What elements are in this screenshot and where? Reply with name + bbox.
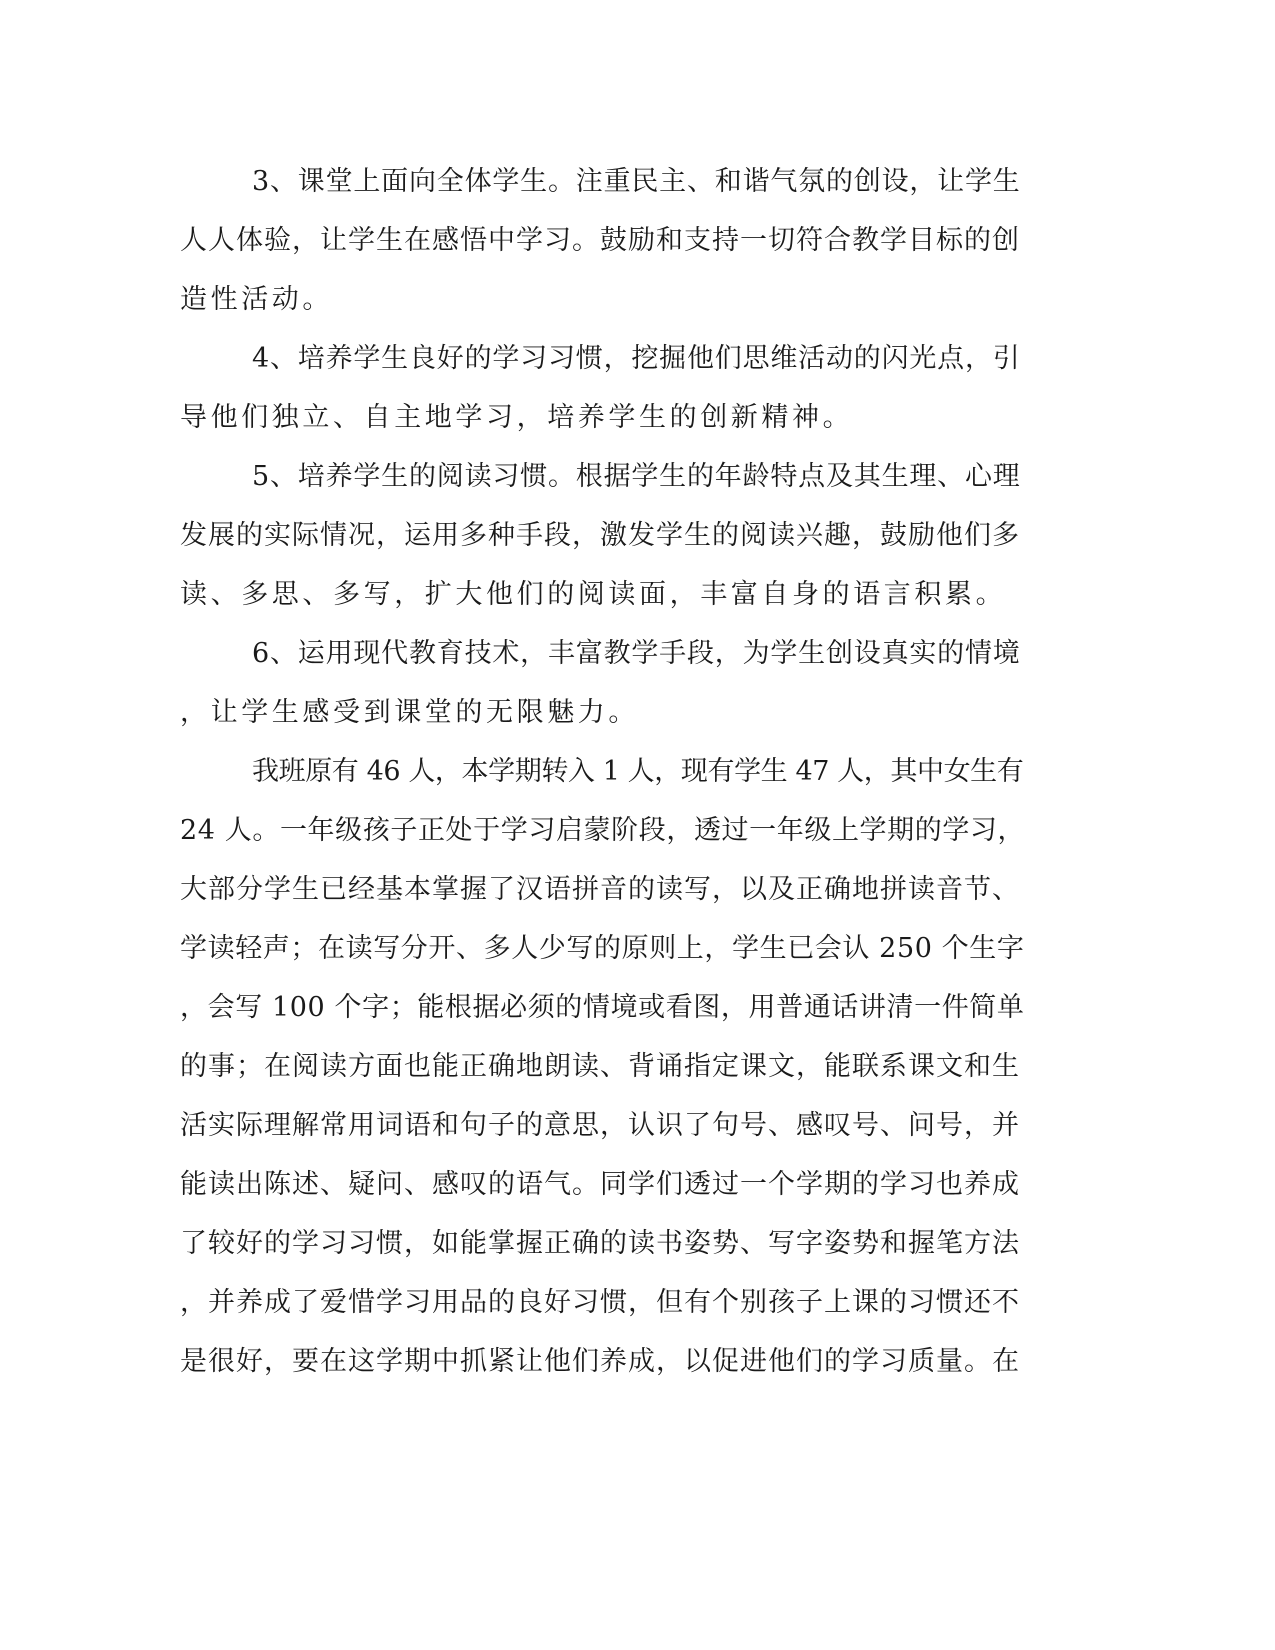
text-line: 5、培养学生的阅读习惯。根据学生的年龄特点及其生理、心理: [252, 461, 1021, 492]
text-line: 6、运用现代教育技术，丰富教学手段，为学生创设真实的情境: [252, 638, 1021, 669]
text-line: 的事；在阅读方面也能正确地朗读、背诵指定课文，能联系课文和生: [180, 1051, 1020, 1082]
text-line: 3、课堂上面向全体学生。注重民主、和谐气氛的创设，让学生: [252, 166, 1021, 197]
text-line: 发展的实际情况，运用多种手段，激发学生的阅读兴趣，鼓励他们多: [180, 520, 1020, 551]
text-line: 4、培养学生良好的学习习惯，挖掘他们思维活动的闪光点，引: [252, 343, 1021, 374]
text-line: 是很好，要在这学期中抓紧让他们养成，以促进他们的学习质量。在: [180, 1346, 1020, 1377]
text-line: 我班原有 46 人，本学期转入 1 人，现有学生 47 人，其中女生有: [252, 756, 1024, 787]
text-line: 了较好的学习习惯，如能掌握正确的读书姿势、写字姿势和握笔方法: [180, 1228, 1020, 1259]
text-line: ，会写 100 个字；能根据必须的情境或看图，用普通话讲清一件简单: [180, 992, 1025, 1023]
text-line: 活实际理解常用词语和句子的意思，认识了句号、感叹号、问号，并: [180, 1110, 1020, 1141]
document-body: [180, 157, 1025, 1396]
text-line: 人人体验，让学生在感悟中学习。鼓励和支持一切符合教学目标的创: [180, 225, 1020, 256]
text-line: ，让学生感受到课堂的无限魅力。: [180, 697, 639, 728]
text-line: 24 人。一年级孩子正处于学习启蒙阶段，透过一年级上学期的学习，: [180, 815, 1026, 846]
text-line: 能读出陈述、疑问、感叹的语气。同学们透过一个学期的学习也养成: [180, 1169, 1020, 1200]
text-line: ，并养成了爱惜学习用品的良好习惯，但有个别孩子上课的习惯还不: [180, 1287, 1020, 1318]
text-line: 导他们独立、自主地学习，培养学生的创新精神。: [180, 402, 854, 433]
text-line: 造性活动。: [180, 284, 333, 315]
text-line: 学读轻声；在读写分开、多人少写的原则上，学生已会认 250 个生字: [180, 933, 1025, 964]
text-line: 读、多思、多写，扩大他们的阅读面，丰富自身的语言积累。: [180, 579, 1007, 610]
text-line: 大部分学生已经基本掌握了汉语拼音的读写，以及正确地拼读音节、: [180, 874, 1020, 905]
